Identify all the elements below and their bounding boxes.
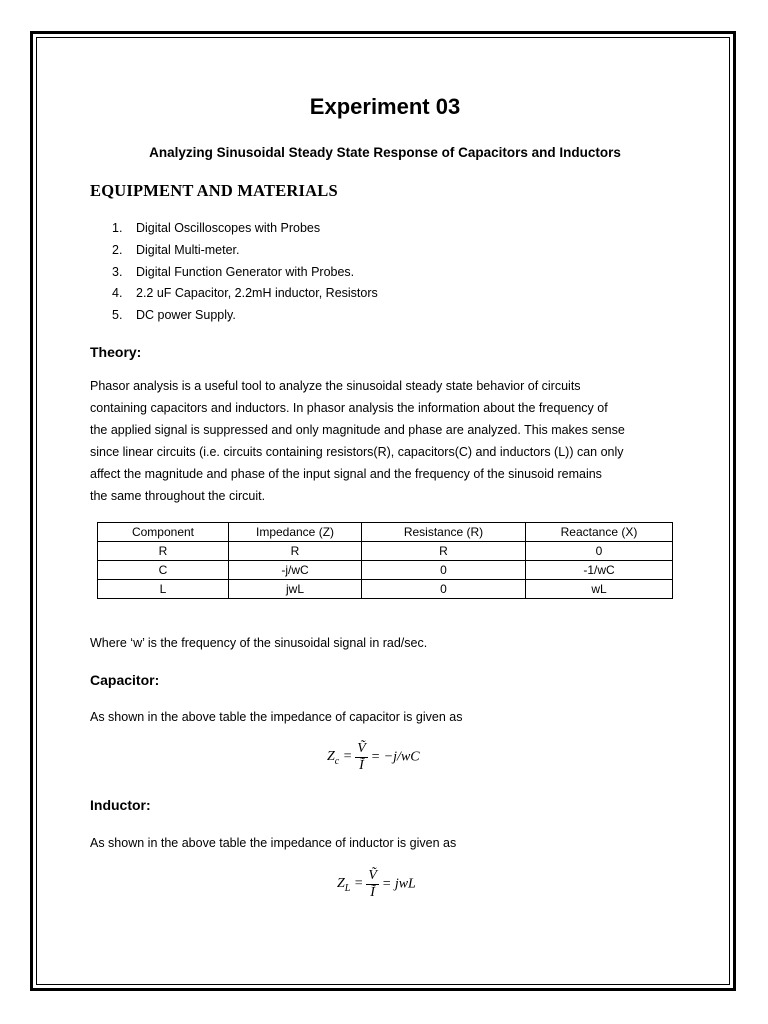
capacitor-text: As shown in the above table the impedance of capacitor is given as (90, 710, 463, 724)
table-cell: R (362, 542, 526, 561)
list-item: 3. Digital Function Generator with Probes. (112, 264, 355, 279)
table-cell: wL (526, 580, 673, 599)
table-cell: L (98, 580, 229, 599)
impedance-table (97, 522, 673, 599)
theory-heading: Theory: (90, 344, 142, 360)
list-item: 1. Digital Oscilloscopes with Probes (112, 221, 321, 235)
table-cell: -j/wC (229, 561, 362, 580)
paragraph-line: the applied signal is suppressed and only magnitude and phase are analyzed. This makes sense (90, 423, 625, 437)
table-header-row (98, 523, 673, 542)
table-cell: C (98, 561, 229, 580)
paragraph-line: the same throughout the circuit. (90, 489, 266, 503)
document-subtitle: Analyzing Sinusoidal Steady State Response of Capacitors and Inductors (149, 145, 621, 160)
paragraph-line: affect the magnitude and phase of the input signal and the frequency of the sinusoid remains (90, 467, 602, 481)
table-cell: 0 (362, 561, 526, 580)
list-item: 4. 2.2 uF Capacitor, 2.2mH inductor, Resistors (112, 286, 378, 301)
document-title: Experiment 03 (309, 94, 461, 119)
table-cell: 0 (362, 580, 526, 599)
inductor-equation: $Z_L$ = $\frac{\text{Ṽ}}{Ĩ}$ = jwL (337, 868, 416, 900)
equipment-list (112, 218, 378, 327)
table-cell: R (98, 542, 229, 561)
capacitor-equation: $Z_c$ = $\frac{\text{Ṽ}}{Ĩ}$ = −j/wC (327, 741, 420, 773)
list-item: 5. DC power Supply. (112, 308, 236, 323)
column-header: Impedance (Z) (229, 523, 362, 542)
list-item: 2. Digital Multi-meter. (112, 242, 240, 257)
frequency-note: Where ‘w’ is the frequency of the sinusoidal signal in rad/sec. (90, 636, 428, 650)
capacitor-heading: Capacitor: (90, 672, 160, 688)
table-cell: jwL (229, 580, 362, 599)
paragraph-line: Phasor analysis is a useful tool to analyze the sinusoidal steady state behavior of circuits (90, 379, 581, 393)
column-header: Resistance (R) (362, 523, 526, 542)
column-header: Component (98, 523, 229, 542)
table-cell: R (229, 542, 362, 561)
table-cell: -1/wC (526, 561, 673, 580)
table-cell: 0 (526, 542, 673, 561)
paragraph-line: containing capacitors and inductors. In phasor analysis the information about the frequency of (90, 401, 608, 415)
paragraph-line: since linear circuits (i.e. circuits containing resistors(R), capacitors(C) and inductors (L)) can only (90, 445, 624, 459)
inductor-text: As shown in the above table the impedance of inductor is given as (90, 836, 457, 850)
table-row (98, 561, 673, 580)
theory-paragraph (90, 375, 670, 507)
equipment-heading: EQUIPMENT AND MATERIALS (90, 181, 338, 200)
table-row (98, 580, 673, 599)
table-row (98, 542, 673, 561)
column-header: Reactance (X) (526, 523, 673, 542)
inductor-heading: Inductor: (90, 797, 151, 813)
